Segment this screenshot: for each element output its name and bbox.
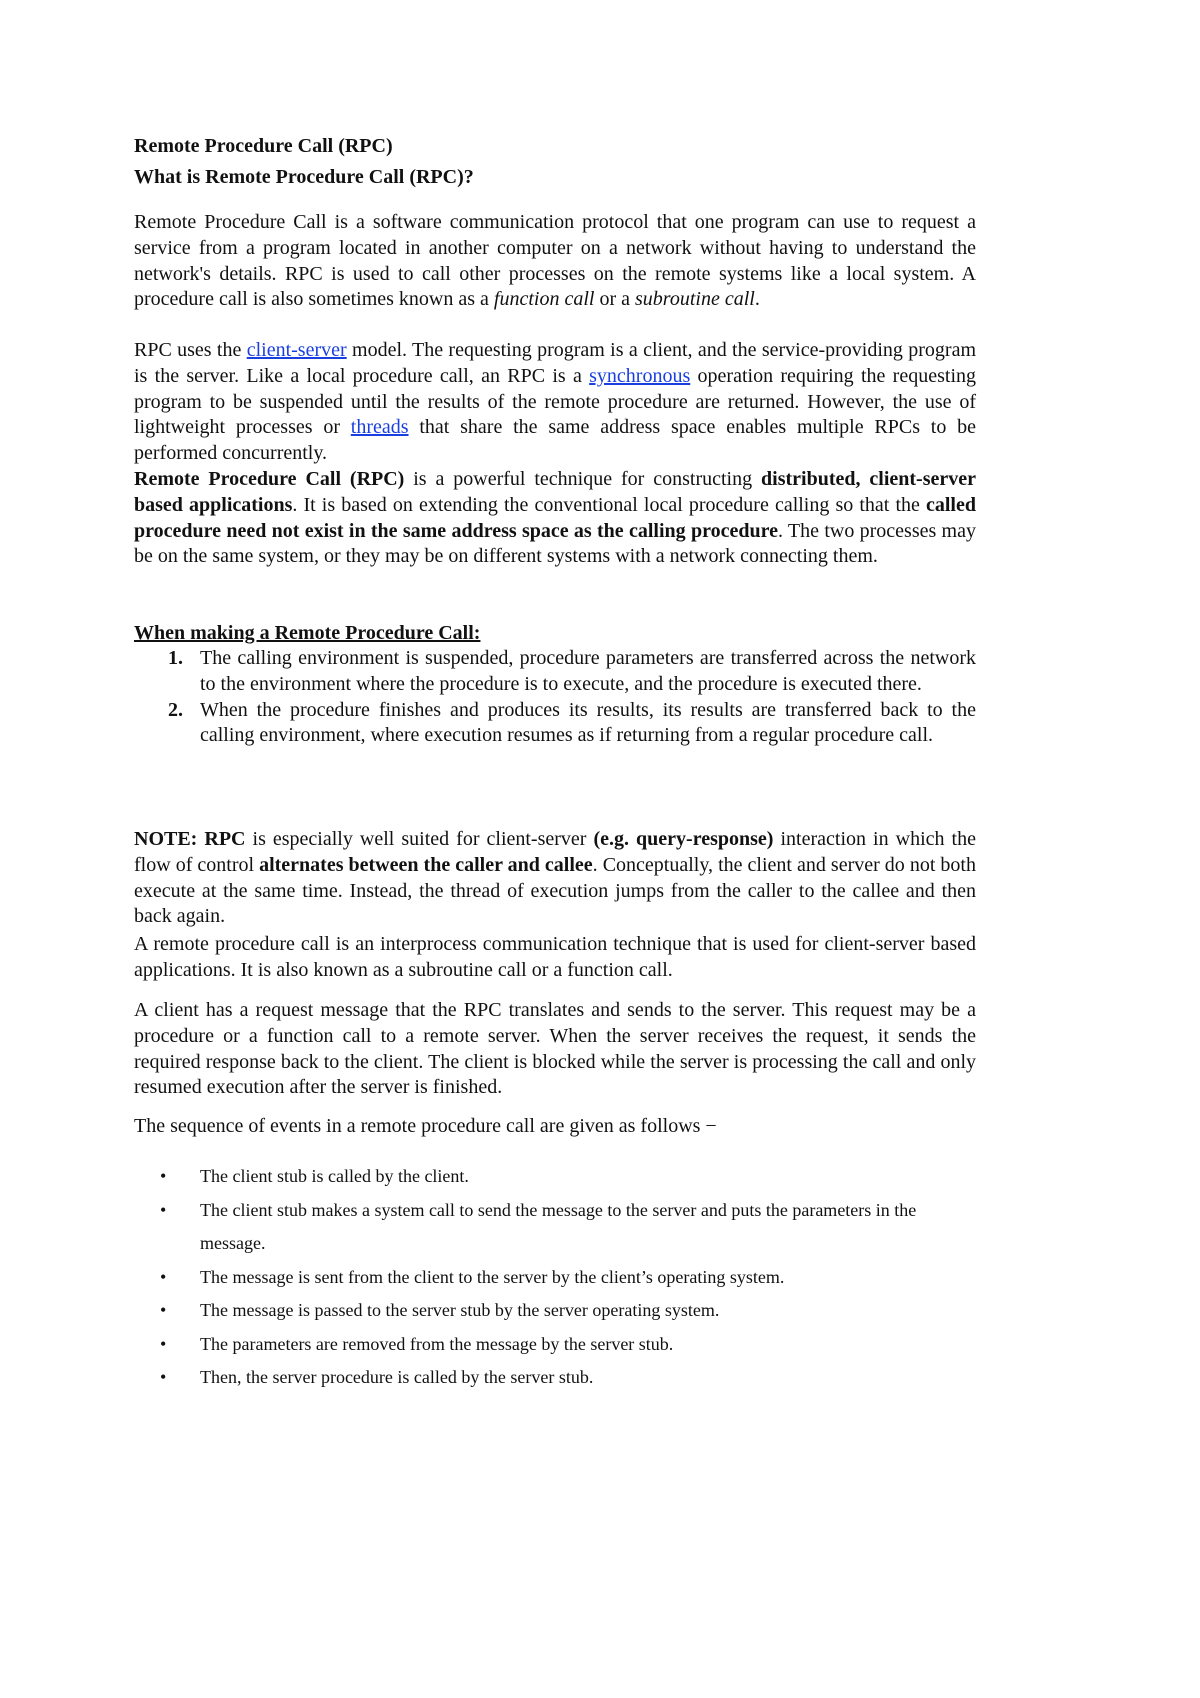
bullet-icon: •	[160, 1199, 167, 1220]
list-number: 1.	[168, 647, 183, 669]
bullet-list-item	[160, 1160, 976, 1194]
bullet-icon: •	[160, 1333, 167, 1354]
text-run: . Conceptually, the client and server do not both execute at the same time. Instead, the thread of execution jumps from the caller to the callee and then back again.	[134, 853, 976, 928]
document-title: Remote Procedure Call (RPC)	[134, 135, 393, 157]
bold-text: distributed, client-server based applications	[134, 468, 976, 516]
bullet-list-item	[160, 1294, 976, 1328]
text-run: A client has a request message that the RPC translates and sends to the server. This request may be a procedure or a function call to a remote server. When the server receives the request, it sends the required response back to the client. The client is blocked while the server is processing the call and only resumed execution after the server is finished.	[134, 999, 976, 1099]
bold-text: Remote Procedure Call (RPC)	[134, 468, 405, 490]
text-run: . The two processes may be on the same system, or they may be on different systems with a network connecting them.	[134, 519, 976, 568]
italic-text: function call	[493, 288, 595, 311]
italic-text: subroutine call	[635, 288, 755, 311]
text-run: interaction in which the flow of control	[134, 828, 976, 876]
bullet-text: The client stub makes a system call to send the message to the server and puts the parameters in the message.	[200, 1199, 917, 1253]
text-run: is a powerful technique for constructing	[404, 468, 762, 490]
text-run: .	[754, 288, 760, 311]
bullet-text: The message is passed to the server stub by the server operating system.	[200, 1300, 720, 1320]
bold-text: (e.g. query-response)	[593, 828, 774, 850]
text-run: A remote procedure call is an interprocess communication technique that is used for client-server based applications. It is also known as a subroutine call or a function call.	[134, 933, 976, 981]
text-run: model. The requesting program is a client, and the service-providing program is the server. Like a local procedure call, an RPC is a	[134, 339, 976, 387]
text-run: RPC uses the	[134, 339, 247, 361]
bullet-list-item	[160, 1261, 976, 1295]
list-number: 2.	[168, 698, 183, 721]
list-item-text: When the procedure finishes and produces its results, its results are transferred back to the calling environment, where execution resumes as if returning from a regular procedure call.	[200, 698, 976, 747]
paragraph-rpc-technique	[134, 467, 976, 570]
numbered-list-item	[134, 646, 976, 698]
section-heading: What is Remote Procedure Call (RPC)?	[134, 166, 474, 188]
bullet-text: Then, the server procedure is called by the server stub.	[200, 1367, 594, 1387]
bullet-text: The message is sent from the client to the server by the client’s operating system.	[200, 1266, 785, 1287]
bold-text: called procedure need not exist in the same address space as the calling procedure	[134, 493, 976, 542]
text-run: that share the same address space enables multiple RPCs to be performed concurrently.	[134, 416, 976, 465]
text-run: The sequence of events in a remote procedure call are given as follows −	[134, 1115, 717, 1137]
paragraph-client-server	[134, 338, 976, 467]
bullet-icon: •	[160, 1166, 167, 1186]
paragraph-note	[134, 827, 976, 930]
hyperlink[interactable]: client-server	[246, 339, 347, 361]
paragraph-client-request	[134, 998, 976, 1101]
bullet-icon: •	[160, 1367, 167, 1387]
text-run: operation requiring the requesting program to be suspended until the results of the remote procedure are returned. However, the use of lightweight processes or	[134, 364, 976, 439]
text-run: Remote Procedure Call is a software communication protocol that one program can use to request a service from a program located in another computer on a network without having to understand the network's details. RPC is used to call other processes on the remote systems like a local system. A procedure call is also sometimes known as a	[134, 211, 976, 311]
text-run: or a	[594, 288, 635, 311]
hyperlink[interactable]: threads	[350, 416, 409, 439]
paragraph-interprocess	[134, 932, 976, 984]
bullet-icon: •	[160, 1300, 167, 1320]
paragraph-intro	[134, 210, 976, 313]
bold-text: alternates between the caller and callee	[259, 853, 593, 876]
text-run: . It is based on extending the conventional local procedure calling so that the	[292, 493, 926, 516]
list-item-text: The calling environment is suspended, procedure parameters are transferred across the network to the environment where the procedure is to execute, and the procedure is executed there.	[200, 647, 976, 695]
bullet-list-item	[160, 1328, 976, 1362]
text-run: is especially well suited for client-server	[245, 828, 594, 850]
bullet-icon: •	[160, 1266, 167, 1287]
bullet-list	[160, 1160, 976, 1395]
bullet-list-item	[160, 1194, 976, 1261]
paragraph-sequence-intro	[134, 1114, 976, 1140]
list-heading	[134, 621, 976, 647]
numbered-list	[134, 646, 976, 749]
bullet-list-item	[160, 1361, 976, 1395]
hyperlink[interactable]: synchronous	[589, 364, 691, 387]
bullet-text: The parameters are removed from the message by the server stub.	[200, 1333, 674, 1354]
bullet-text: The client stub is called by the client.	[200, 1166, 469, 1186]
bold-text: NOTE: RPC	[134, 828, 246, 850]
numbered-list-item	[134, 698, 976, 750]
bold-text: When making a Remote Procedure Call:	[134, 622, 481, 644]
